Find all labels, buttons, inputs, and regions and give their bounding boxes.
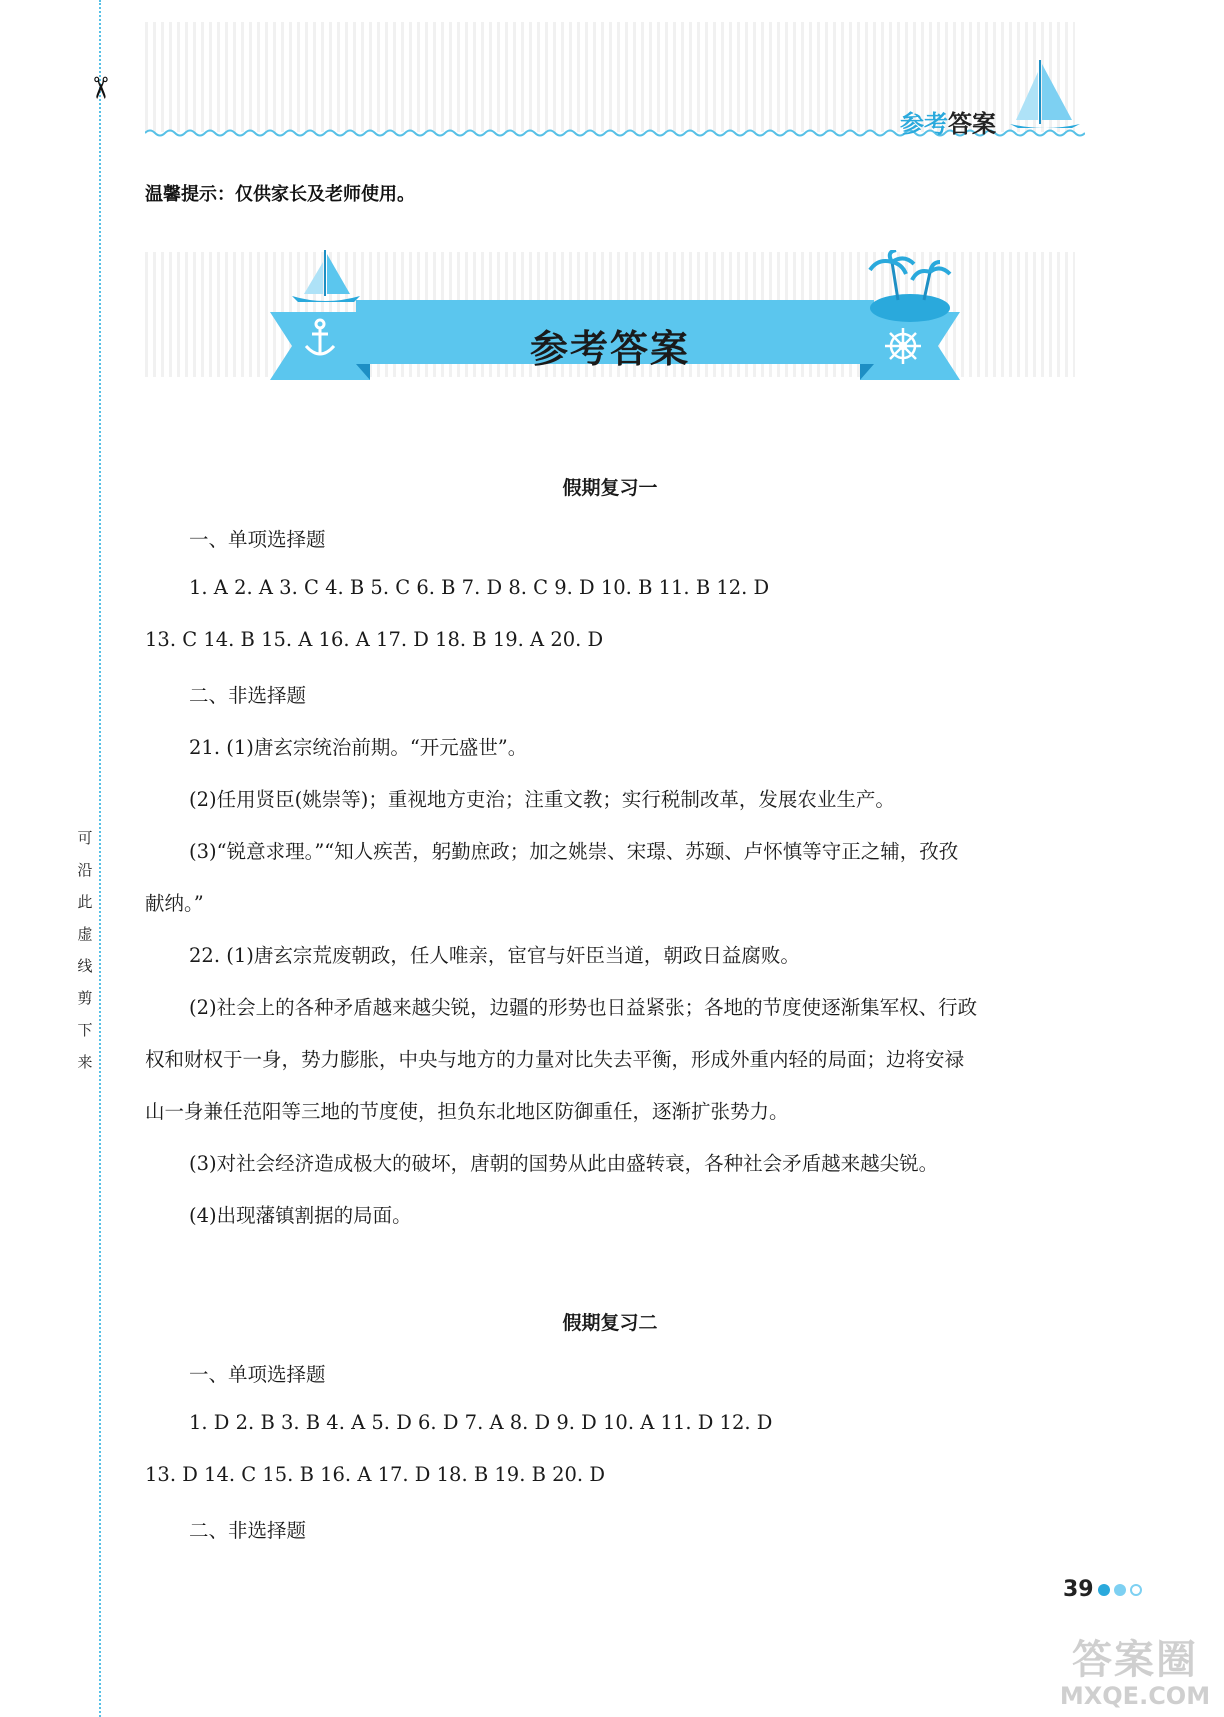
answer-line: (2)任用贤臣(姚崇等)；重视地方吏治；注重文教；实行税制改革，发展农业生产。 [189,788,895,811]
cut-guide-dotted-line [99,0,101,1717]
page-dot-icon [1130,1584,1142,1596]
watermark-sub: MXQE.COM [1059,1682,1211,1710]
answer-line: 21. (1)唐玄宗统治前期。“开元盛世”。 [189,736,528,759]
scissors-icon: ✂ [82,75,117,101]
part-heading: 二、非选择题 [189,1519,307,1542]
page-dot-icon [1098,1584,1110,1596]
page-number: 39 [1063,1577,1094,1602]
answer-line: 1. D 2. B 3. B 4. A 5. D 6. D 7. A 8. D 9. D 10. A 11. D 12. D [189,1411,773,1434]
header-label-part1: 参考 [900,110,948,138]
answer-line: 13. D 14. C 15. B 16. A 17. D 18. B 19. B 20. D [145,1463,605,1486]
cut-hint-vertical-text: 可沿此虚线剪下来 [77,829,93,1071]
section-title: 假期复习二 [562,1312,658,1334]
header-label-part2: 答案 [948,110,996,138]
answer-line: 1. A 2. A 3. C 4. B 5. C 6. B 7. D 8. C 9. D 10. B 11. B 12. D [189,576,770,599]
banner-sailboat-icon [292,250,360,302]
answer-line: (4)出现藩镇割据的局面。 [189,1204,412,1227]
answer-line: (3)“锐意求理。”“知人疾苦，躬勤庶政；加之姚崇、宋璟、苏颋、卢怀慎等守正之辅，孜孜 [189,840,959,863]
answer-line: 权和财权于一身，势力膨胀，中央与地方的力量对比失去平衡，形成外重内轻的局面；边将安禄 [145,1048,965,1071]
banner-title: 参考答案 [529,327,690,371]
parent-teacher-notice: 温馨提示：仅供家长及老师使用。 [145,184,415,205]
answer-line: (3)对社会经济造成极大的破坏，唐朝的国势从此由盛转衰，各种社会矛盾越来越尖锐。 [189,1152,939,1175]
part-heading: 一、单项选择题 [189,1363,326,1386]
answer-line: 山一身兼任范阳等三地的节度使，担负东北地区防御重任，逐渐扩张势力。 [145,1100,789,1123]
site-watermark [1050,1637,1220,1710]
page-dot-icon [1114,1584,1126,1596]
answer-line: 22. (1)唐玄宗荒废朝政，任人唯亲，宦官与奸臣当道，朝政日益腐败。 [189,944,800,967]
part-heading: 一、单项选择题 [189,528,326,551]
ship-wheel-icon [885,328,921,364]
answer-line: (2)社会上的各种矛盾越来越尖锐，边疆的形势也日益紧张；各地的节度使逐渐集军权、行政 [189,996,978,1019]
header-answer-label [900,104,996,139]
section-title: 假期复习一 [562,477,658,499]
answer-line: 13. C 14. B 15. A 16. A 17. D 18. B 19. A 20. D [145,628,604,651]
palm-island-icon [870,250,950,322]
answer-line: 献纳。” [145,892,204,915]
part-heading: 二、非选择题 [189,684,307,707]
watermark-main: 答案圈 [1072,1637,1198,1683]
sailboat-icon [1010,58,1080,134]
